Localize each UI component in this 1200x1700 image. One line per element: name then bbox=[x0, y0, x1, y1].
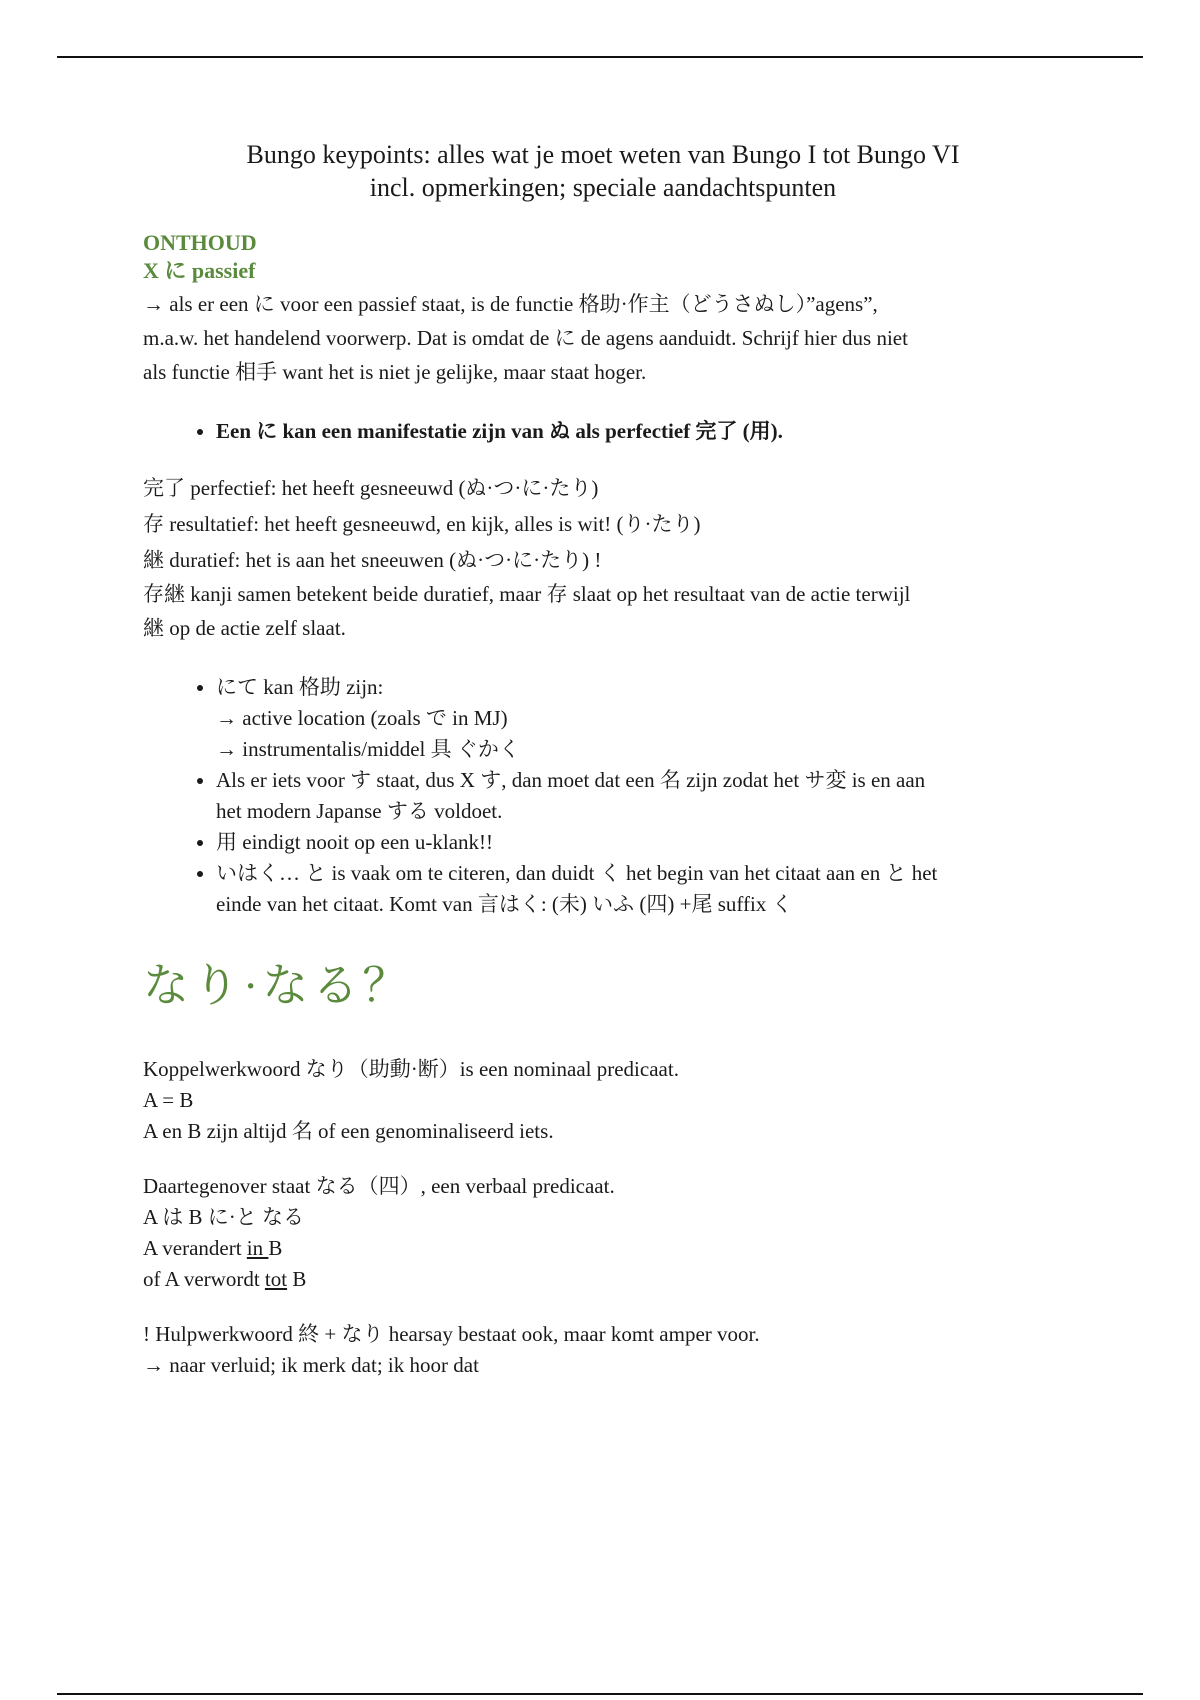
text-span: A verandert bbox=[143, 1236, 247, 1260]
aspect-line-5: 継 op de actie zelf slaat. bbox=[143, 616, 346, 640]
document-body bbox=[143, 138, 1063, 1381]
passief-paragraph bbox=[143, 289, 1063, 388]
naru-line-1: Daartegenover staat なる（四）, een verbaal predicaat. bbox=[143, 1174, 615, 1198]
su-line-2: het modern Japanse する voldoet. bbox=[216, 799, 503, 823]
nari-section bbox=[143, 1054, 1063, 1381]
naru-line-2: A は B に·と なる bbox=[143, 1205, 305, 1229]
nari-naru-heading: なり·なる？ bbox=[143, 960, 413, 1011]
su-line-1: • Als er iets voor す staat, dus X す, dan moet dat een 名 zijn zodat het サ変 is en aan bbox=[216, 768, 926, 792]
list-item bbox=[216, 765, 1063, 827]
passief-line-3: als functie 相手 want het is niet je gelijke, maar staat hoger. bbox=[143, 360, 647, 384]
text-span: B bbox=[268, 1236, 283, 1260]
underlined-in: in bbox=[246, 1236, 269, 1260]
page-title bbox=[143, 138, 1063, 204]
bold-bullet-item: • Een に kan een manifestatie zijn van ぬ als perfectief 完了 (用). bbox=[216, 416, 1063, 447]
footer-rule bbox=[57, 1693, 1143, 1695]
iwaku-line-2: einde van het citaat. Komt van 言はく: (未) いふ (四) +尾 suffix く bbox=[216, 892, 793, 916]
underlined-tot: tot bbox=[264, 1267, 288, 1291]
list-item bbox=[216, 858, 1063, 920]
onthoud-label: ONTHOUD bbox=[143, 230, 257, 255]
passief-line-2: m.a.w. het handelend voorwerp. Dat is omdat de に de agens aanduidt. Schrijf hier dus niet bbox=[143, 326, 908, 350]
title-line-1: Bungo keypoints: alles wat je moet weten van Bungo I tot Bungo VI bbox=[246, 140, 960, 169]
list-item: • 用 eindigt nooit op een u-klank!! bbox=[216, 827, 1063, 858]
aspect-line-3: 継 duratief: het is aan het sneeuwen (ぬ·つ·に·たり) ! bbox=[143, 548, 602, 572]
list-item bbox=[216, 672, 1063, 765]
notes-bullet-list bbox=[143, 672, 1063, 920]
bold-bullet-list bbox=[143, 416, 1063, 447]
hearsay-line-1: ! Hulpwerkwoord 終 + なり hearsay bestaat ook, maar komt amper voor. bbox=[143, 1322, 760, 1346]
text-span: of A verwordt bbox=[143, 1267, 265, 1291]
aspect-line-2: 存 resultatief: het heeft gesneeuwd, en kijk, alles is wit! (り·たり) bbox=[143, 512, 701, 536]
nite-line-2: → active location (zoals で in MJ) bbox=[216, 706, 508, 730]
aspect-line-4: 存継 kanji samen betekent beide duratief, maar 存 slaat op het resultaat van de actie terwijl bbox=[143, 582, 911, 606]
aspect-line-1: 完了 perfectief: het heeft gesneeuwd (ぬ·つ·に·たり) bbox=[143, 476, 599, 500]
passief-line-1: → als er een に voor een passief staat, is de functie 格助·作主（どうさぬし）”agens”, bbox=[143, 292, 878, 316]
header-rule bbox=[57, 56, 1143, 58]
hearsay-line-2: → naar verluid; ik merk dat; ik hoor dat bbox=[143, 1353, 479, 1377]
title-line-2: incl. opmerkingen; speciale aandachtspunten bbox=[369, 173, 837, 202]
naru-line-4 bbox=[143, 1264, 1063, 1295]
naru-line-3 bbox=[143, 1233, 1063, 1264]
nite-line-3: → instrumentalis/middel 具 ぐかく bbox=[216, 737, 520, 761]
nari-line-3: A en B zijn altijd 名 of een genominaliseerd iets. bbox=[143, 1119, 554, 1143]
nari-line-2: A = B bbox=[143, 1088, 194, 1112]
text-span: B bbox=[287, 1267, 307, 1291]
nari-line-1: Koppelwerkwoord なり（助動·断）is een nominaal predicaat. bbox=[143, 1057, 679, 1081]
nite-line-1: • にて kan 格助 zijn: bbox=[216, 675, 384, 699]
passief-subheading: X に passief bbox=[143, 258, 256, 283]
aspects-paragraph bbox=[143, 473, 1063, 644]
iwaku-line-1: • いはく… と is vaak om te citeren, dan duidt く het begin van het citaat aan en と het bbox=[216, 861, 938, 885]
